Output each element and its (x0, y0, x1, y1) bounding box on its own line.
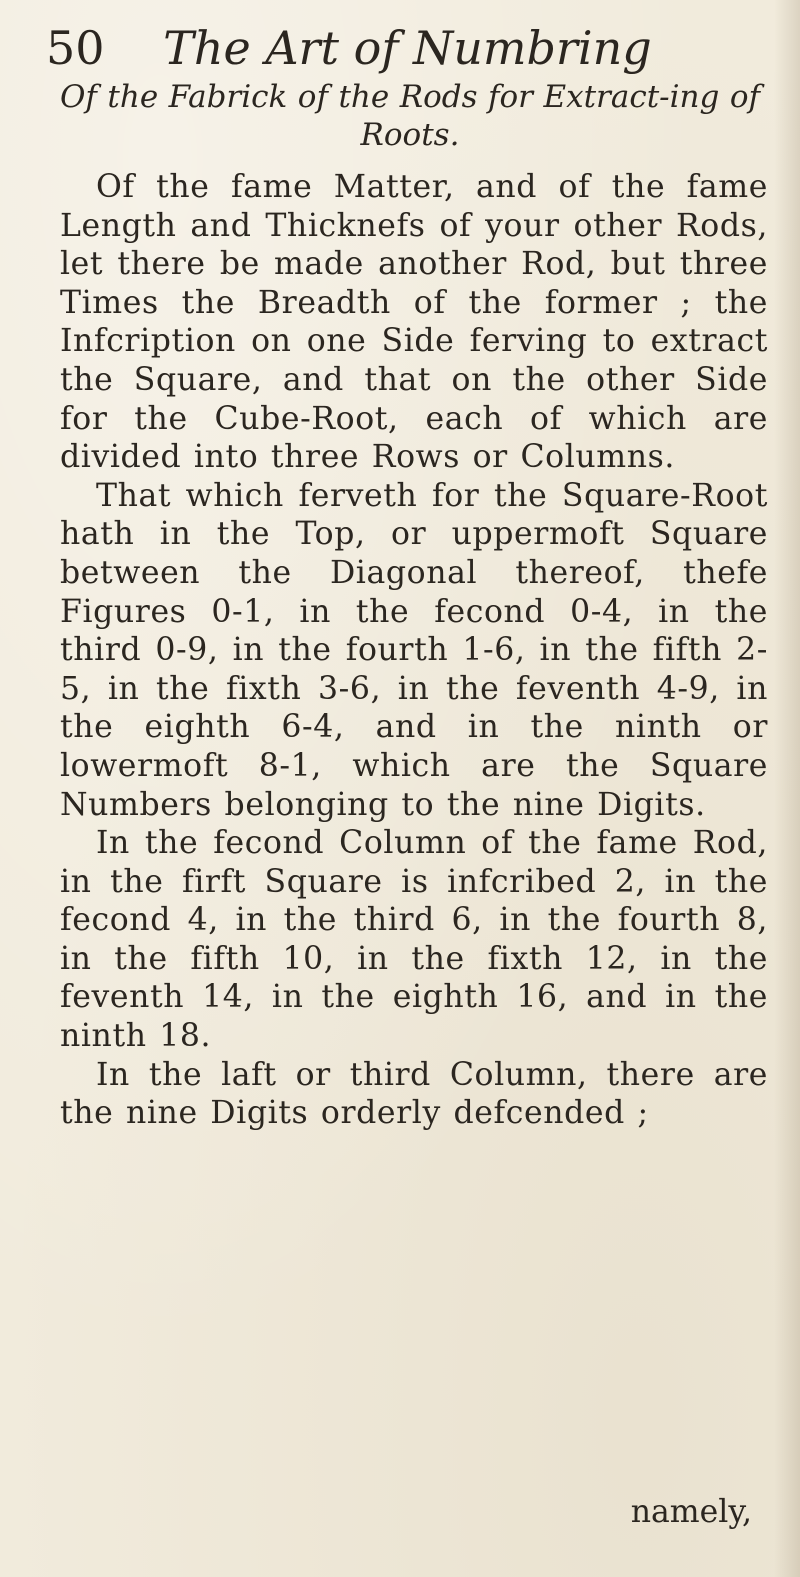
catchword: namely, (630, 1494, 752, 1530)
paragraph-3: In the fecond Column of the fame Rod, in the firft Square is infcribed 2, in the fecond 4, in the third 6, in the fourth 8, in the fifth 10, in the fixth 12, in the feventh 14, in the eighth 16, and in the ninth 18. (60, 825, 768, 1055)
page-edge-shadow (774, 0, 800, 1577)
paragraph-1: Of the fame Matter, and of the fame Length and Thicknefs of your other Rods, let there be made another Rod, but three Times the Breadth of the former ; the Infcription on one Side ferving to extract the Square, and that on the other Side for the Cube-Root, each of which are divided into three Rows or Columns. (60, 169, 768, 476)
page-header (46, 18, 766, 78)
section-heading: Of the Fabrick of the Rods for Extract-ing of Roots. (60, 79, 760, 153)
paragraph-4: In the laft or third Column, there are the nine Digits orderly defcended ; (60, 1056, 768, 1132)
paragraph-2: That which ferveth for the Square-Root hath in the Top, or uppermoft Square between the Diagonal thereof, thefe Figures 0-1, in the fecond 0-4, in the third 0-9, in the fourth 1-6, in the fifth 2-5, in the fixth 3-6, in the feventh 4-9, in the eighth 6-4, and in the ninth or lowermoft 8-1, which are the Square Numbers belonging to the nine Digits. (60, 477, 768, 823)
running-title: The Art of Numbring (163, 21, 652, 75)
body-text (60, 168, 768, 1133)
page-number: 50 (46, 21, 105, 75)
